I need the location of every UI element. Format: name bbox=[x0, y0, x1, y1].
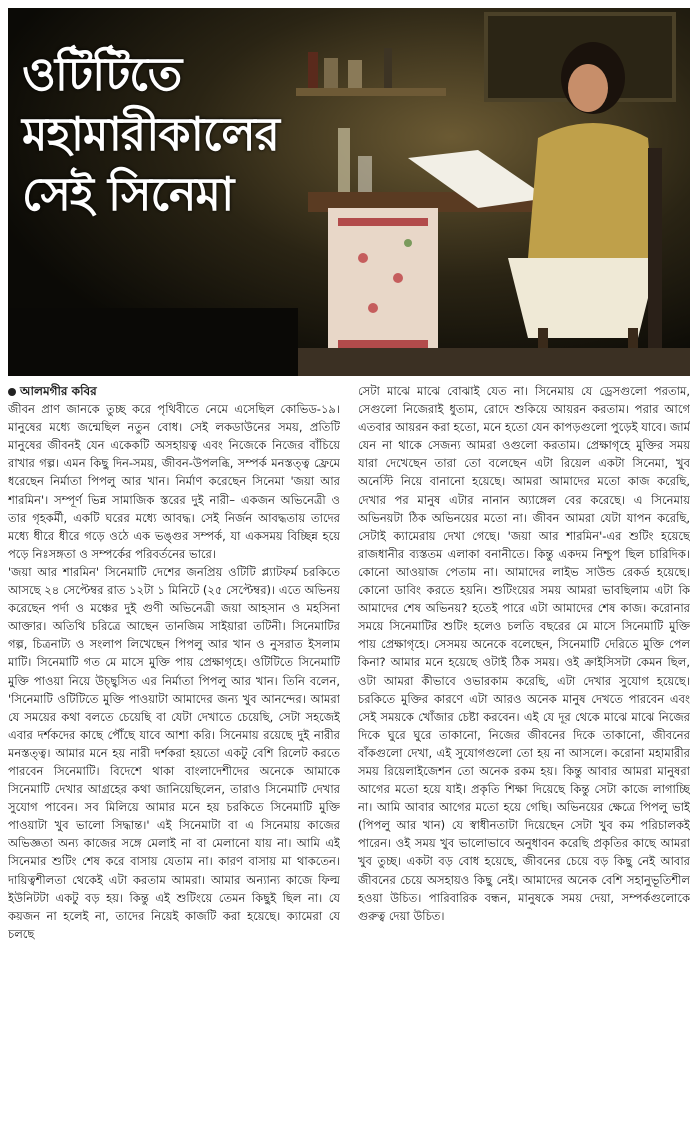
author-name: আলমগীর কবির bbox=[20, 384, 97, 398]
paragraph: সেটা মাঝে মাঝে বোঝাই যেত না। সিনেমায় যে ড্রেসগুলো পরতাম, সেগুলো নিজেরাই ধুতাম, রোদে শুকিয়ে আয়রন করতাম। পরার আগে এতবার আয়রন করা হতো, মনে হতো যেন কাপড়গুলো পুড়েই যাবে। জার্ম যেন না থাকে সেজন্য আমরা ওগুলো করতাম। প্রেক্ষাগৃহে মুক্তির সময় যারা দেখেছেন তারা তো বলেছেন এটা রিয়েল একটা সিনেমা, খুব অনেস্টি নিয়ে বানানো হয়েছে। আমরা আমাদের মতো কাজ করেছি, দেখার পর মানুষ এটার নানান অ্যাঙ্গেল বের করেছে। এ সিনেমায় অভিনয়টা ঠিক অভিনয়ের মতো না। জীবন আমরা যেটা যাপন করেছি, সেটাই ক্যামেরায় দেখা গেছে। 'জয়া আর শারমিন'-এর শুটিং হয়েছে রাজধানীর ব্যস্ততম এলাকা বনানীতে। কিন্তু একদম নিশ্চুপ ছিল চারিদিক। কোনো আওয়াজ পেতাম না। আমাদের লাইভ সাউন্ড রেকর্ড হয়েছে। কোনো ডাবিং করতে হয়নি। শুটিংয়ের সময় আমরা ভাবছিলাম এটা কি আমাদের শেষ অভিনয়? হতেই পারে এটা আমাদের শেষ কাজ। করোনার সময়ে সিনেমাটির শুটিং হলেও চলতি বছরের মে মাসে সিনেমাটি মুক্তি পায় প্রেক্ষাগৃহে। সেসময় অনেকে বলেছেন, সিনেমাটি দেরিতে মুক্তি পেল কিনা? আমার মনে হয়েছে ওটাই ঠিক সময়। ওই ক্রাইসিসটা কেমন ছিল, ওটা আমরা কীভাবে ওভারকাম করেছি, এটা দেখার সুযোগ হয়েছে। চরকিতে মুক্তির কারণে এটা আরও অনেক মানুষ দেখতে পারবেন এবং সেই সময়কে খোঁজার চেষ্টা করবেন। এই যে দূর থেকে মাঝে মাঝে নিজের দিকে ঘুরে ঘুরে তাকানো, নিজের জীবনের দিকে তাকানো, জীবনের বাঁকগুলো দেখা, এই সুযোগগুলো তো হয় না আসলে। করোনা মহামারীর সময় রিয়েলাইজেশন তো অনেক রকম হয়। কিন্তু আবার আমরা মানুষরা আগের মতো হয়ে যাই। প্রকৃতি শিক্ষা দিয়েছে কিন্তু সেটা কাজে লাগাচ্ছি না। আমি আবার আগের মতো হয়ে গেছি। অভিনয়ের ক্ষেত্রে পিপলু ভাই (পিপলু আর খান) যে স্বাধীনতাটা দিয়েছেন সেটা খুব কম পরিচালকই পারেন। ওই সময় খুব ভালোভাবে অনুধাবন করেছি প্রকৃতির কাছে আমরা খুব তুচ্ছ। একটা বড় বোধ হয়েছে, জীবনের চেয়ে বড় কিছু নেই আবার জীবনের চেয়ে অসহায়ও কিছু নেই। আমাদের অনেক বেশি সহানুভূতিশীল হওয়া উচিত। পারিবারিক বন্ধন, মানুষকে সময় দেয়া, সম্পর্কগুলোকে গুরুত্ব দেয়া উচিত। bbox=[358, 384, 690, 923]
article-body bbox=[8, 382, 690, 1130]
headline-line-2: মহামারীকালের bbox=[22, 107, 279, 161]
paragraph: জীবন প্রাণ জানকে তুচ্ছ করে পৃথিবীতে নেমে এসেছিল কোভিড-১৯। মানুষের মধ্যে জন্মেছিল নতুন বোধ। সেই লকডাউনের সময়, প্রতিটি মানুষের জীবনই যেন একেকটি অসহায়ত্ব এবং নিজেকে নিজের বাঁচিয়ে রাখার গল্প। এমন কিছু দিন-সময়, জীবন-উপলব্ধি, সম্পর্ক মনস্তত্ত্ব ফ্রেমে ধরেছেন নির্মাতা পিপলু আর খান। নির্মাণ করেছেন সিনেমা 'জয়া আর শারমিন'। সম্পূর্ণ ভিন্ন সামাজিক স্তরের দুই নারী– একজন অভিনেত্রী ও তার গৃহকর্মী, একটি ঘরের মধ্যে আবদ্ধ। সেই নির্জন আবদ্ধতায় তাদের মধ্যে ধীরে ধীরে গড়ে ওঠে এক ভঙ্গুর সম্পর্ক, যা একসময় বিচ্ছিন্ন হয়ে পড়ে নিঃসঙ্গতা ও সম্পর্কের পরিবর্তনের ভারে। bbox=[8, 402, 340, 561]
article-column-left bbox=[8, 382, 340, 1130]
headline-line-1: ওটিটিতে bbox=[22, 47, 182, 101]
bullet-icon bbox=[8, 388, 16, 396]
paragraph: 'জয়া আর শারমিন' সিনেমাটি দেশের জনপ্রিয় ওটিটি প্ল্যাটফর্ম চরকিতে আসছে ২৪ সেপ্টেম্বর রাত ১২টা ১ মিনিটে (২৫ সেপ্টেম্বর)। এতে অভিনয় করেছেন পর্দা ও মঞ্চের দুই গুণী অভিনেত্রী জয়া আহসান ও মহসিনা আক্তার। অতিথি চরিত্রে আছেন তানজিম সাইয়ারা তটিনী। সিনেমাটির গল্প, চিত্রনাট্য ও সংলাপ লিখেছেন পিপলু আর খান ও নুসরাত ইসলাম মাটি। সিনেমাটি গত মে মাসে মুক্তি পায় প্রেক্ষাগৃহে। ওটিটিতে সিনেমাটি মুক্তি পাওয়া নিয়ে উচ্ছ্বসিত এর নির্মাতা পিপলু আর খান। তিনি বলেন, 'সিনেমাটি ওটিটিতে মুক্তি পাওয়াটা আমাদের জন্য খুব আনন্দের। আমরা যে সময়ের কথা বলতে চেয়েছি বা যেটা দেখাতে চেয়েছি, সেটা সহজেই এবার দর্শকদের কাছে পৌঁছে যাবে আশা করি। সিনেমায় রয়েছে দুই নারীর মনস্তত্ত্ব। আমার মনে হয় নারী দর্শকরা হয়তো একটু বেশি রিলেট করতে পারবেন সিনেমাটি। বিদেশে থাকা বাংলাদেশীদের অনেকে আমাকে সিনেমাটি দেখার আগ্রহের কথা জানিয়েছিলেন, তারাও সিনেমাটি দেখার সুযোগ পাবেন। সব মিলিয়ে আমার মনে হয় চরকিতে সিনেমাটি মুক্তি পাওয়াটা খুব ভালো সিদ্ধান্ত।' এই সিনেমাটা বা এ সিনেমায় কাজের অভিজ্ঞতা অন্য কাজের সঙ্গে মেলাই না বা মেলানো যায় না। আমি এই সিনেমার শুটিং শেষ করে বাসায় যেতাম না। কারণ বাসায় মা থাকতেন। দায়িত্বশীলতা থেকেই এটা করতাম আমরা। আমার অন্যান্য কাজে ফিল্ম ইউনিটটা একটু বড় হয়। কিন্তু এই শুটিংয়ে তেমন কিছুই ছিল না। যে কয়জন না হলেই না, তাদের নিয়েই কাজটি করা হয়েছে। ক্যামেরা যে চলছে bbox=[8, 564, 340, 941]
article-column-right bbox=[358, 382, 690, 1130]
headline-line-3: সেই সিনেমা bbox=[22, 167, 234, 221]
byline bbox=[8, 382, 340, 400]
headline bbox=[22, 44, 342, 224]
